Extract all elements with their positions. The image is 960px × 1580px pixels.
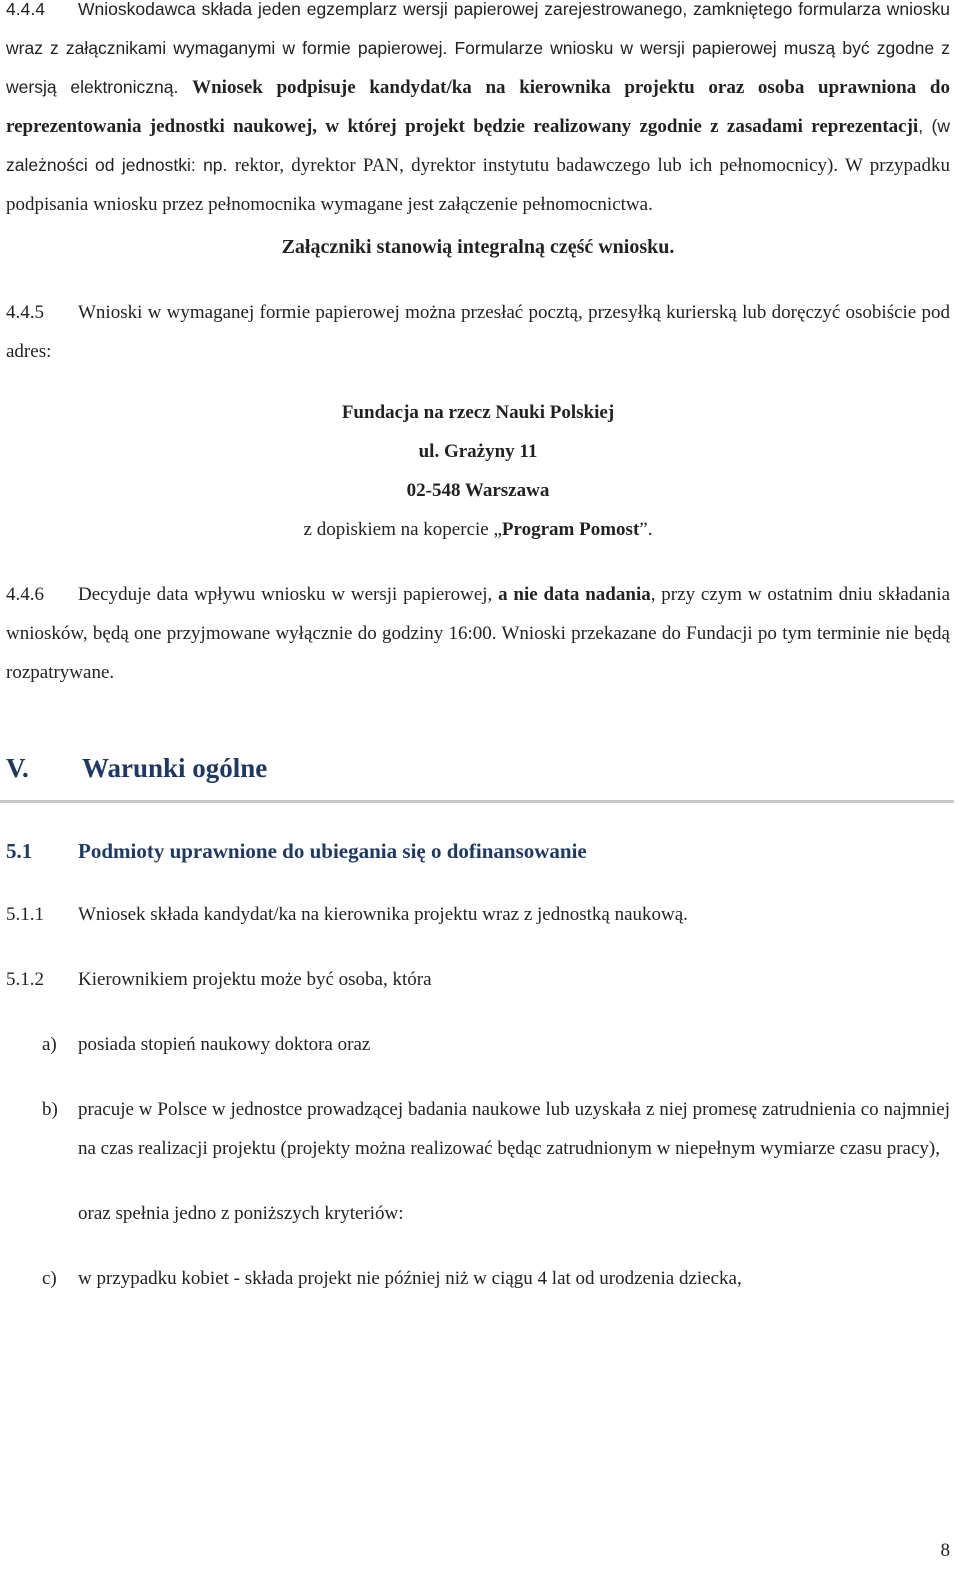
envelope-note: [6, 510, 950, 549]
section-number: 5.1: [6, 839, 33, 863]
list-item-text: pracuje w Polsce w jednostce prowadzącej badania naukowe lub uzyskała z niej promesę zatrudnienia co najmniej na czas realizacji projektu (projekty można realizować będąc zatrudnionym w niepełnym wymiarze czasu pracy),: [78, 1099, 950, 1159]
list-item-b: [6, 1090, 950, 1168]
chapter-number: V.: [6, 753, 29, 783]
paragraph-text: Kierownikiem projektu może być osoba, która: [78, 969, 432, 990]
program-name: Program Pomost: [501, 519, 640, 540]
list-marker: c): [42, 1268, 57, 1289]
paragraph-text: Wnioski w wymaganej formie papierowej można przesłać pocztą, przesyłką kurierską lub doręczyć osobiście pod adres:: [6, 302, 950, 362]
attachments-note: Załączniki stanowią integralną część wniosku.: [281, 236, 675, 258]
list-intro-text: oraz spełnia jedno z poniższych kryteriów:: [78, 1203, 404, 1224]
section-number: 4.4.4: [6, 0, 45, 19]
envelope-note-end: ”.: [639, 519, 653, 540]
paragraph-text: Wniosek składa kandydat/ka na kierownika projektu wraz z jednostką naukową.: [78, 904, 688, 925]
address-line-1: Fundacja na rzecz Nauki Polskiej: [341, 402, 615, 423]
paragraph-text: Decyduje data wpływu wniosku w wersji papierowej,: [78, 584, 499, 605]
list-item-text: posiada stopień naukowy doktora oraz: [78, 1034, 371, 1055]
section-number: 4.4.6: [6, 584, 44, 605]
paragraph-text: Wnioskodawca składa jeden egzemplarz wersji papierowej zarejestrowanego, zamkniętego formularza wniosku wraz z załącznikami wymaganymi w formie papierowej. Formularze wniosku w wersji papierowej muszą być zgodne z wersją elektroniczną.: [6, 0, 950, 97]
section-number: 5.1.1: [6, 904, 44, 925]
list-item-c: [6, 1259, 950, 1298]
address-line-2: ul. Grażyny 11: [418, 441, 538, 462]
page-number: 8: [940, 1540, 950, 1561]
paragraph-text: , (w zależności od jednostki: np.: [6, 116, 950, 175]
paragraph-4-4-6: [6, 575, 950, 692]
paragraph-4-4-5: [6, 293, 950, 371]
envelope-note-text: z dopiskiem na kopercie „: [303, 519, 502, 540]
address-block: [6, 393, 950, 549]
paragraph-4-4-4: [6, 0, 950, 224]
list-marker: b): [42, 1099, 58, 1120]
list-item-text: w przypadku kobiet - składa projekt nie później niż w ciągu 4 lat od urodzenia dziecka,: [78, 1268, 742, 1289]
chapter-title: Warunki ogólne: [82, 753, 268, 783]
section-title: Podmioty uprawnione do ubiegania się o dofinansowanie: [78, 839, 587, 863]
paragraph-text: rektor, dyrektor PAN, dyrektor instytutu badawczego lub ich pełnomocnicy). W przypadku podpisania wniosku przez pełnomocnika wymagane jest załączenie pełnomocnictwa.: [6, 155, 950, 215]
address-line-3: 02-548 Warszawa: [406, 480, 550, 501]
section-heading: [6, 831, 950, 871]
list-marker: a): [42, 1034, 57, 1055]
paragraph-5-1-2: [6, 960, 950, 999]
chapter-heading: [6, 748, 950, 788]
chapter-divider: [0, 800, 954, 803]
document-page: [6, 0, 950, 1298]
section-number: 4.4.5: [6, 302, 44, 323]
paragraph-bold-text: a nie data nadania: [498, 584, 651, 605]
paragraph-bold-text: Wniosek podpisuje kandydat/ka na kierownika projektu oraz osoba uprawniona do reprezentowania jednostki naukowej, w której projekt będzie realizowany zgodnie z zasadami reprezentacji: [6, 77, 950, 137]
paragraph-text: , przy czym w ostatnim dniu składania wniosków, będą one przyjmowane wyłącznie do godziny 16:00. Wnioski przekazane do Fundacji po tym terminie nie będą rozpatrywane.: [6, 584, 950, 683]
list-item-a: [6, 1025, 950, 1064]
section-number: 5.1.2: [6, 969, 44, 990]
paragraph-5-1-1: [6, 895, 950, 934]
